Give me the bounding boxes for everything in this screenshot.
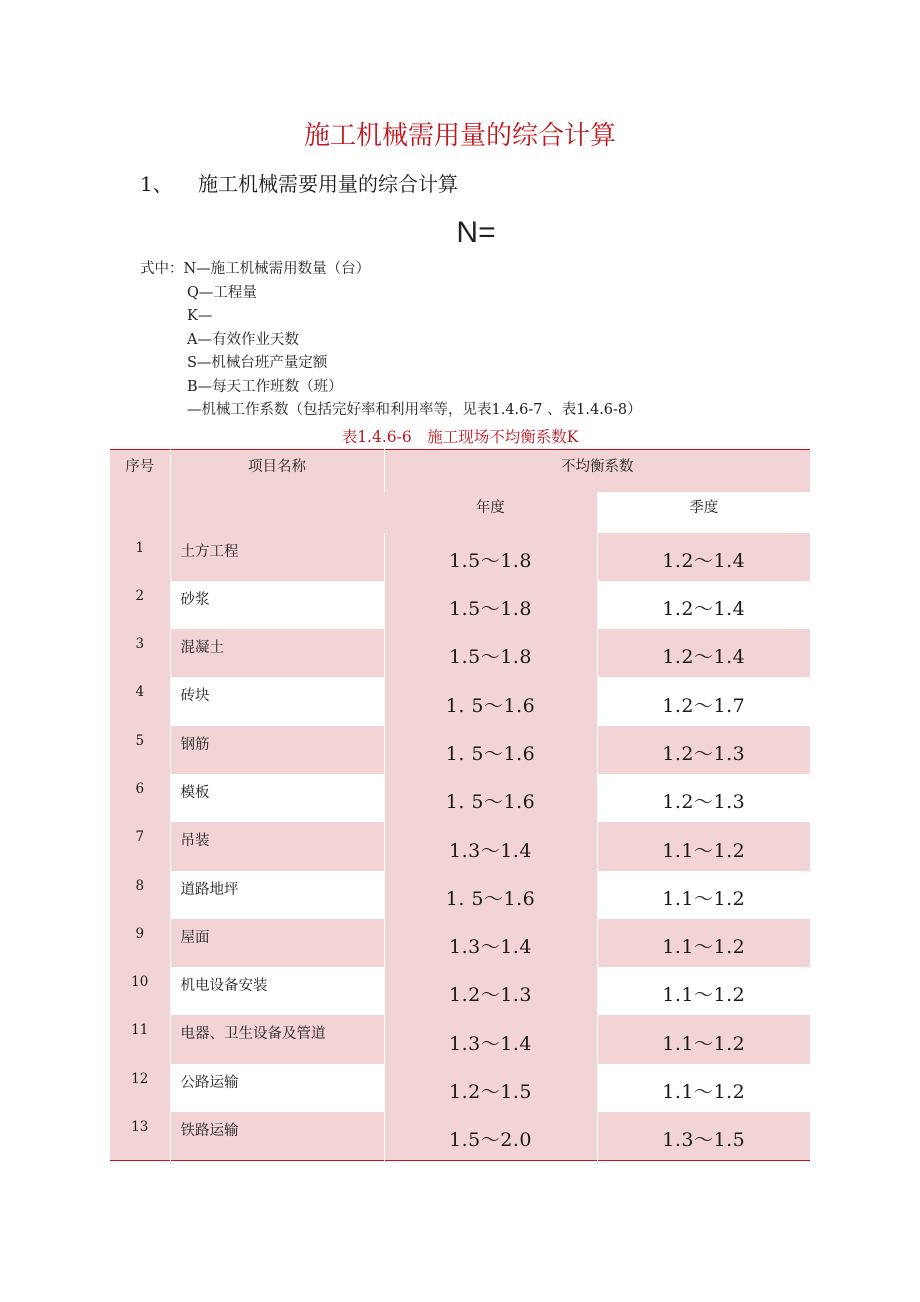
page-title: 施工机械需用量的综合计算	[303, 121, 616, 151]
row-annual-value: 1. 5～1.6	[384, 726, 597, 774]
row-item-name: 电器、卫生设备及管道	[170, 1015, 384, 1063]
row-annual-value: 1.5～2.0	[384, 1112, 597, 1160]
table-row	[110, 1064, 810, 1112]
row-item-name: 公路运输	[170, 1064, 384, 1112]
row-annual-value: 1.3～1.4	[384, 822, 597, 870]
row-annual-value: 1. 5～1.6	[384, 871, 597, 919]
row-quarterly-value: 1.1～1.2	[597, 1064, 810, 1112]
definition-line: 式中：N—施工机械需用数量（台）	[140, 261, 371, 277]
row-item-name: 砖块	[170, 677, 384, 725]
row-annual-value: 1.5～1.8	[384, 629, 597, 677]
row-quarterly-value: 1.1～1.2	[597, 822, 810, 870]
row-item-name: 砂浆	[170, 581, 384, 629]
row-number: 13	[110, 1112, 170, 1160]
row-number: 3	[110, 629, 170, 677]
section-heading	[140, 168, 458, 200]
row-annual-value: 1. 5～1.6	[384, 677, 597, 725]
row-annual-value: 1. 5～1.6	[384, 774, 597, 822]
row-quarterly-value: 1.3～1.5	[597, 1112, 810, 1160]
row-quarterly-value: 1.1～1.2	[597, 919, 810, 967]
imbalance-coefficient-table	[110, 449, 810, 1161]
row-number: 7	[110, 822, 170, 870]
section-title: 施工机械需要用量的综合计算	[198, 172, 458, 196]
row-quarterly-value: 1.2～1.4	[597, 581, 810, 629]
row-quarterly-value: 1.2～1.3	[597, 726, 810, 774]
row-number: 2	[110, 581, 170, 629]
row-annual-value: 1.3～1.4	[384, 1015, 597, 1063]
row-item-name: 混凝土	[170, 629, 384, 677]
row-annual-value: 1.5～1.8	[384, 533, 597, 581]
formula-definitions	[140, 258, 642, 423]
row-quarterly-value: 1.1～1.2	[597, 1015, 810, 1063]
definition-line: A—有效作业天数	[187, 331, 299, 348]
header-no: 序号	[110, 450, 170, 533]
row-number: 12	[110, 1064, 170, 1112]
row-number: 10	[110, 967, 170, 1015]
row-item-name: 屋面	[170, 919, 384, 967]
row-quarterly-value: 1.2～1.4	[597, 629, 810, 677]
table-row	[110, 919, 810, 967]
row-item-name: 土方工程	[170, 533, 384, 581]
definition-line: B—每天工作班数（班）	[187, 378, 343, 395]
row-quarterly-value: 1.1～1.2	[597, 871, 810, 919]
row-quarterly-value: 1.2～1.3	[597, 774, 810, 822]
row-number: 5	[110, 726, 170, 774]
row-quarterly-value: 1.2～1.4	[597, 533, 810, 581]
definition-line: Q—工程量	[187, 284, 257, 301]
row-annual-value: 1.3～1.4	[384, 919, 597, 967]
definition-line: K—	[187, 308, 213, 324]
table-row	[110, 581, 810, 629]
table-row	[110, 967, 810, 1015]
formula: N=	[456, 216, 496, 249]
header-name: 项目名称	[170, 450, 384, 533]
section-number: 1、	[140, 172, 173, 196]
row-number: 6	[110, 774, 170, 822]
header-group: 不均衡系数	[384, 450, 810, 492]
table-row	[110, 1112, 810, 1160]
row-item-name: 吊装	[170, 822, 384, 870]
row-item-name: 模板	[170, 774, 384, 822]
definition-line: —机械工作系数（包括完好率和利用率等，见表1.4.6-7 、表1.4.6-8）	[187, 402, 642, 418]
table-row	[110, 822, 810, 870]
table-row	[110, 1015, 810, 1063]
row-quarterly-value: 1.1～1.2	[597, 967, 810, 1015]
table-row	[110, 677, 810, 725]
row-annual-value: 1.2～1.3	[384, 967, 597, 1015]
header-quarterly: 季度	[597, 492, 810, 533]
table-row	[110, 871, 810, 919]
row-item-name: 钢筋	[170, 726, 384, 774]
row-item-name: 铁路运输	[170, 1112, 384, 1160]
header-annual: 年度	[384, 492, 597, 533]
row-number: 11	[110, 1015, 170, 1063]
table-row	[110, 533, 810, 581]
row-quarterly-value: 1.2～1.7	[597, 677, 810, 725]
row-annual-value: 1.5～1.8	[384, 581, 597, 629]
table-caption: 表1.4.6-6 施工现场不均衡系数K	[341, 428, 579, 446]
row-annual-value: 1.2～1.5	[384, 1064, 597, 1112]
row-number: 9	[110, 919, 170, 967]
table-row	[110, 726, 810, 774]
definition-line: S—机械台班产量定额	[187, 355, 328, 371]
row-item-name: 机电设备安装	[170, 967, 384, 1015]
row-number: 1	[110, 533, 170, 581]
table-row	[110, 629, 810, 677]
table-row	[110, 774, 810, 822]
row-item-name: 道路地坪	[170, 871, 384, 919]
row-number: 4	[110, 677, 170, 725]
row-number: 8	[110, 871, 170, 919]
